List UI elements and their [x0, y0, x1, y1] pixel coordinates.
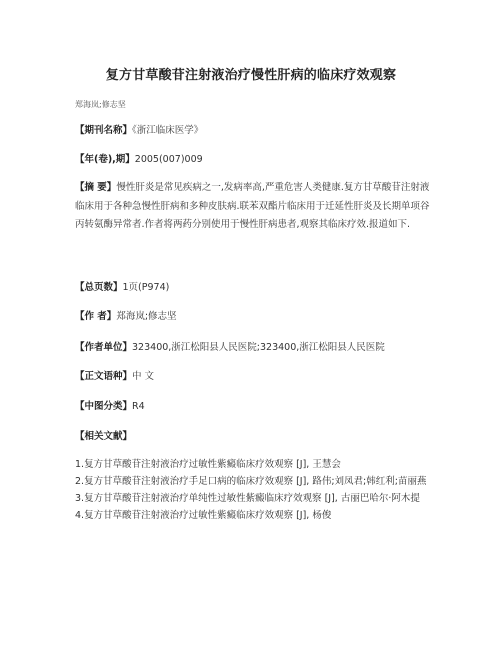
abstract-label: 【摘 要】	[75, 182, 117, 193]
pages-label: 【总页数】	[75, 282, 123, 293]
affiliation-label: 【作者单位】	[75, 342, 133, 353]
related-literature-heading	[75, 428, 433, 446]
classification-label: 【中图分类】	[75, 401, 133, 412]
journal-value: 《浙江临床医学》	[132, 125, 204, 136]
reference-item: 4.复方甘草酸苷注射液治疗过敏性紫癜临床疗效观察 [J], 杨俊	[75, 510, 332, 521]
reference-item: 1.复方甘草酸苷注射液治疗过敏性紫癜临床疗效观察 [J], 王慧会	[75, 459, 341, 470]
reference-item: 2.复方甘草酸苷注射液治疗手足口病的临床疗效观察 [J], 路伟;刘凤君;韩红利;苗丽燕	[75, 476, 427, 487]
year-value: 2005(007)009	[134, 154, 203, 165]
reference-list	[75, 458, 433, 526]
affiliation-value: 323400,浙江松阳县人民医院;323400,浙江松阳县人民医院	[132, 342, 385, 353]
reference-item: 3.复方甘草酸苷注射液治疗单纯性过敏性紫癜临床疗效观察 [J], 古丽巴哈尔·阿木提	[75, 493, 420, 504]
author-value: 郑海岚;修志坚	[116, 311, 177, 322]
journal-field	[75, 122, 433, 140]
language-field	[75, 368, 433, 386]
affiliation-field	[75, 339, 433, 357]
related-label: 【相关文献】	[75, 431, 133, 442]
classification-value: R4	[132, 401, 145, 412]
year-field	[75, 151, 433, 169]
year-label: 【年(卷),期】	[75, 154, 135, 165]
author-field	[75, 308, 433, 326]
language-label: 【正文语种】	[75, 371, 133, 382]
classification-field	[75, 398, 433, 416]
author-label: 【作 者】	[75, 311, 117, 322]
language-value: 中 文	[132, 371, 155, 382]
pages-field	[75, 279, 433, 297]
author-line: 郑海岚;修志坚	[75, 100, 126, 109]
abstract-field	[75, 179, 433, 235]
journal-label: 【期刊名称】	[75, 125, 133, 136]
document-title: 复方甘草酸苷注射液治疗慢性肝病的临床疗效观察	[105, 68, 397, 83]
abstract-text: 慢性肝炎是常见疾病之一,发病率高,严重危害人类健康.复方甘草酸苷注射液临床用于各种急慢性肝病和多种皮肤病.联苯双酯片临床用于迁延性肝炎及长期单项谷丙转氨酶异常者.作者将两药分别使用于慢性肝病患者,观察其临床疗效.报道如下.	[75, 182, 430, 230]
pages-value: 1页(P974)	[122, 282, 170, 293]
